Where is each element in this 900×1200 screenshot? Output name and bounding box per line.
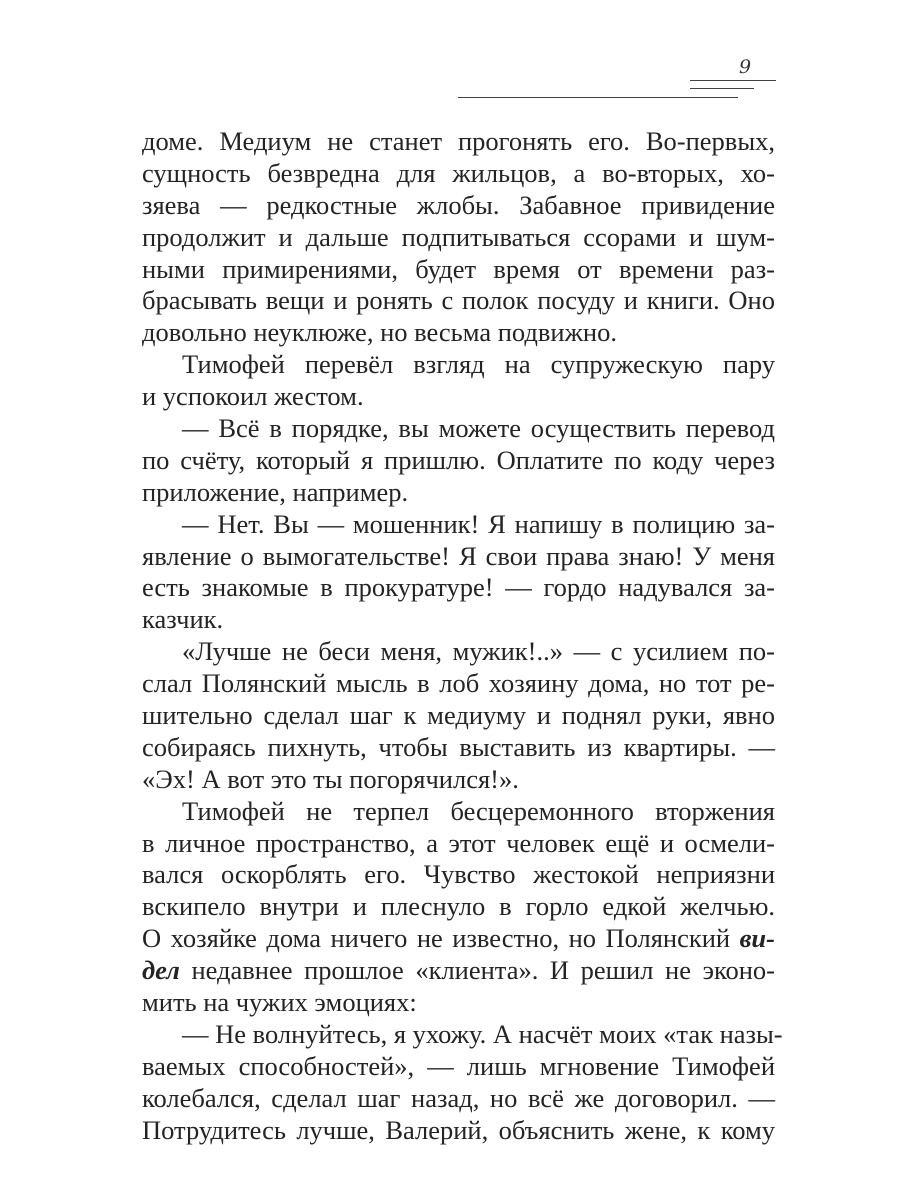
text-line: мить на чужих эмоциях:	[142, 987, 417, 1018]
text-line: собираясь пихнуть, чтобы выставить из квартиры. —	[142, 731, 775, 762]
text-line: доме. Медиум не станет прогонять его. Во-первых,	[142, 126, 775, 156]
page-number: 9	[738, 56, 752, 78]
header-rule	[690, 80, 776, 81]
text-line: брасывать вещи и ронять с полок посуду и книги. Оно	[142, 285, 775, 316]
text-line: колебался, сделал шаг назад, но всё же договорил. —	[142, 1082, 775, 1113]
text-line: вался оскорблять его. Чувство жестокой неприязни	[142, 859, 775, 890]
text-line: — Не волнуйтесь, я ухожу. А насчёт моих «так назы-	[182, 1018, 783, 1049]
text-line: зяева — редкостные жлобы. Забавное привидение	[142, 189, 775, 220]
text-line: ными примирениями, будет время от времени раз-	[142, 253, 775, 284]
emphasized-word: ви-	[739, 923, 775, 954]
text-line: — Всё в порядке, вы можете осуществить перевод	[182, 413, 775, 444]
text-line	[142, 955, 775, 987]
text-line: Тимофей перевёл взгляд на супружескую пару	[182, 349, 775, 380]
text-segment: недавнее прошлое «клиента». И решил не эконо-	[179, 955, 775, 986]
text-line	[142, 923, 775, 955]
text-line: явление о вымогательстве! Я свои права знаю! У меня	[142, 540, 775, 571]
text-line: «Лучше не беси меня, мужик!..» — с усилием по-	[182, 636, 775, 667]
text-line: есть знакомые в прокуратуре! — гордо надувался за-	[142, 572, 775, 603]
text-segment: О хозяйке дома ничего не известно, но Полянский	[142, 923, 740, 954]
header-rule	[690, 97, 730, 98]
header-rule	[690, 88, 754, 89]
text-line: и успокоил жестом.	[142, 381, 364, 412]
text-line: довольно неуклюже, но весьма подвижно.	[142, 317, 617, 348]
text-line: продолжит и дальше подпитываться ссорами и шум-	[142, 221, 775, 252]
text-line: «Эх! А вот это ты погорячился!».	[142, 763, 519, 794]
text-line: ваемых способностей», — лишь мгновение Тимофей	[142, 1050, 775, 1081]
text-line: вскипело внутри и плеснуло в горло едкой желчью.	[142, 891, 775, 922]
text-line: Тимофей не терпел бесцеремонного вторжения	[182, 795, 775, 826]
text-line: казчик.	[142, 604, 224, 635]
text-line: сущность безвредна для жильцов, а во-вторых, хо-	[142, 157, 775, 188]
text-line: в личное пространство, а этот человек ещё и осмели-	[142, 827, 775, 858]
text-line: слал Полянский мысль в лоб хозяину дома, но тот ре-	[142, 668, 775, 699]
text-line: Потрудитесь лучше, Валерий, объяснить жене, к кому	[142, 1114, 775, 1145]
text-line: шительно сделал шаг к медиуму и поднял руки, явно	[142, 700, 775, 731]
text-line: приложение, например.	[142, 476, 409, 507]
emphasized-word: дел	[142, 955, 180, 986]
body-text	[142, 126, 783, 1147]
text-line: по счёту, который я пришлю. Оплатите по коду через	[142, 444, 775, 475]
text-line: — Нет. Вы — мошенник! Я напишу в полицию за-	[182, 508, 775, 539]
